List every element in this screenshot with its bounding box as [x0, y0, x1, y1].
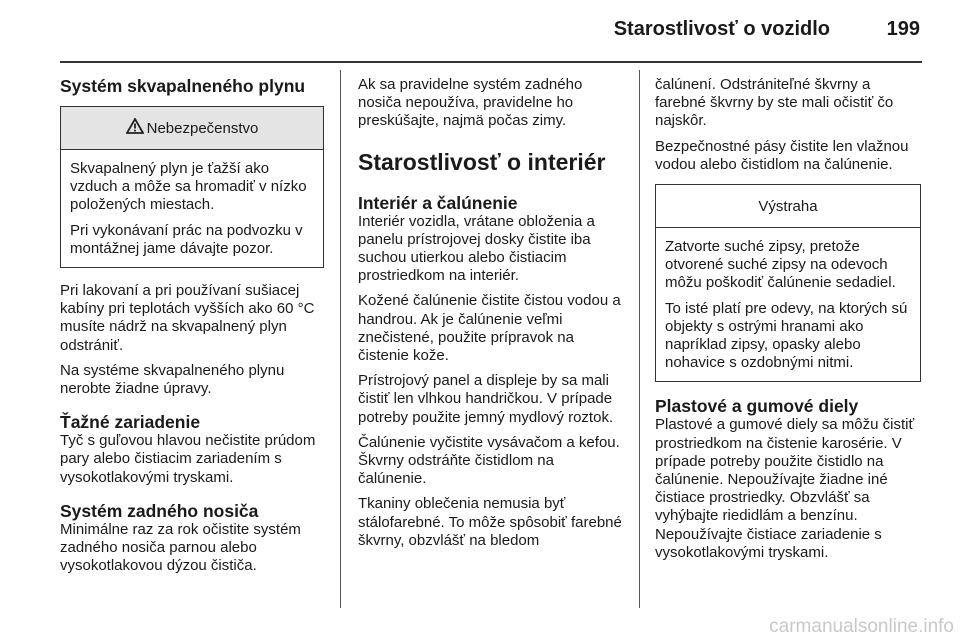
- danger-box-header: [61, 107, 323, 150]
- caution-box-label: Výstraha: [758, 197, 818, 215]
- upholstery-paragraph-6: čalúnení. Odstrániteľné škvrny a farebné škvrny by ste mali očistiť čo najskôr.: [655, 76, 894, 130]
- upholstery-paragraph-5: Tkaniny oblečenia nemusia byť stálofarebné. To môže spôsobiť farebné škvrny, obzvlášť na bledom: [358, 495, 622, 549]
- watermark: carmanualsonline.info: [769, 616, 954, 637]
- column-2: [358, 76, 623, 557]
- caution-box-text-1: Zatvorte suché zipsy, pretože otvorené suché zipsy na odevoch môžu poškodiť čalúnenie sedadiel.: [665, 238, 896, 292]
- section-heading-towbar: Ťažné zariadenie: [60, 412, 201, 433]
- section-heading-lpg: Systém skvapalneného plynu: [60, 76, 306, 96]
- upholstery-paragraph-2: Kožené čalúnenie čistite čistou vodou a handrou. Ak je čalúnenie veľmi znečistené, použite prípravok na čistenie kože.: [358, 292, 621, 365]
- page-number: 199: [886, 18, 920, 40]
- plastic-paragraph: Plastové a gumové diely sa môžu čistiť prostriedkom na čistenie karosérie. V prípade potreby použite čistidlo na čalúnenie. Nepoužívajte žiadne iné čistiace prostriedky. Obzvlášť sa vyhýbajte riedidlám a benzínu. Nepoužívajte čistiace zariadenie s vysokotlakovými tryskami.: [655, 416, 915, 561]
- caution-box: [655, 184, 921, 382]
- chapter-heading-interior-care: Starostlivosť o interiér: [358, 148, 606, 175]
- caution-box-text-2: To isté platí pre odevy, na ktorých sú objekty s ostrými hranami ako napríklad zipsy, opasky alebo nohavice s ozdobnými nitmi.: [665, 299, 908, 372]
- danger-box: [60, 106, 324, 268]
- header-divider: [60, 61, 922, 63]
- header-title: Starostlivosť o vozidlo: [613, 18, 830, 40]
- towbar-paragraph: Tyč s guľovou hlavou nečistite prúdom pary alebo čistiacim zariadením s vysokotlakovými tryskami.: [60, 432, 316, 486]
- column-divider-2: [639, 70, 640, 608]
- lpg-paragraph-2: Na systéme skvapalneného plynu nerobte žiadne úpravy.: [60, 361, 285, 398]
- upholstery-paragraph-3: Prístrojový panel a displeje by sa mali čistiť len vlhkou handričkou. V prípade potreby použite jemný mydlový roztok.: [358, 372, 614, 426]
- upholstery-paragraph-1: Interiér vozidla, vrátane obloženia a panelu prístrojovej dosky čistite iba suchou utierkou alebo čistiacim prostriedkom na interiér.: [358, 212, 595, 285]
- column-3: [655, 76, 921, 569]
- danger-box-text-1: Skvapalnený plyn je ťažší ako vzduch a môže sa hromadiť v nízko položených miestach.: [70, 160, 307, 214]
- caution-box-header: [656, 185, 920, 228]
- danger-box-text-2: Pri vykonávaní prác na podvozku v montážnej jame dávajte pozor.: [70, 221, 303, 257]
- column-divider-1: [340, 70, 341, 608]
- upholstery-paragraph-4: Čalúnenie vyčistite vysávačom a kefou. Škvrny odstráňte čistidlom na čalúnenie.: [358, 433, 620, 488]
- rear-carrier-paragraph: Minimálne raz za rok očistite systém zadného nosiča parnou alebo vysokotlakovou dýzou čističa.: [60, 520, 301, 575]
- section-heading-plastic: Plastové a gumové diely: [655, 396, 859, 417]
- rear-carrier-paragraph-cont: Ak sa pravidelne systém zadného nosiča nepoužíva, pravidelne ho preskúšajte, najmä počas zimy.: [358, 76, 583, 130]
- lpg-paragraph-1: Pri lakovaní a pri používaní sušiacej kabíny pri teplotách vyšších ako 60 °C musíte nádrž na skvapalnený plyn odstrániť.: [60, 282, 315, 354]
- column-1: [60, 76, 324, 582]
- page-header: [0, 0, 960, 60]
- warning-triangle-icon: [126, 118, 144, 138]
- section-heading-rear-carrier: Systém zadného nosiča: [60, 500, 259, 521]
- danger-box-label: Nebezpečenstvo: [146, 119, 259, 137]
- seatbelt-paragraph: Bezpečnostné pásy čistite len vlažnou vodou alebo čistidlom na čalúnenie.: [655, 137, 909, 173]
- section-heading-upholstery: Interiér a čalúnenie: [358, 192, 518, 213]
